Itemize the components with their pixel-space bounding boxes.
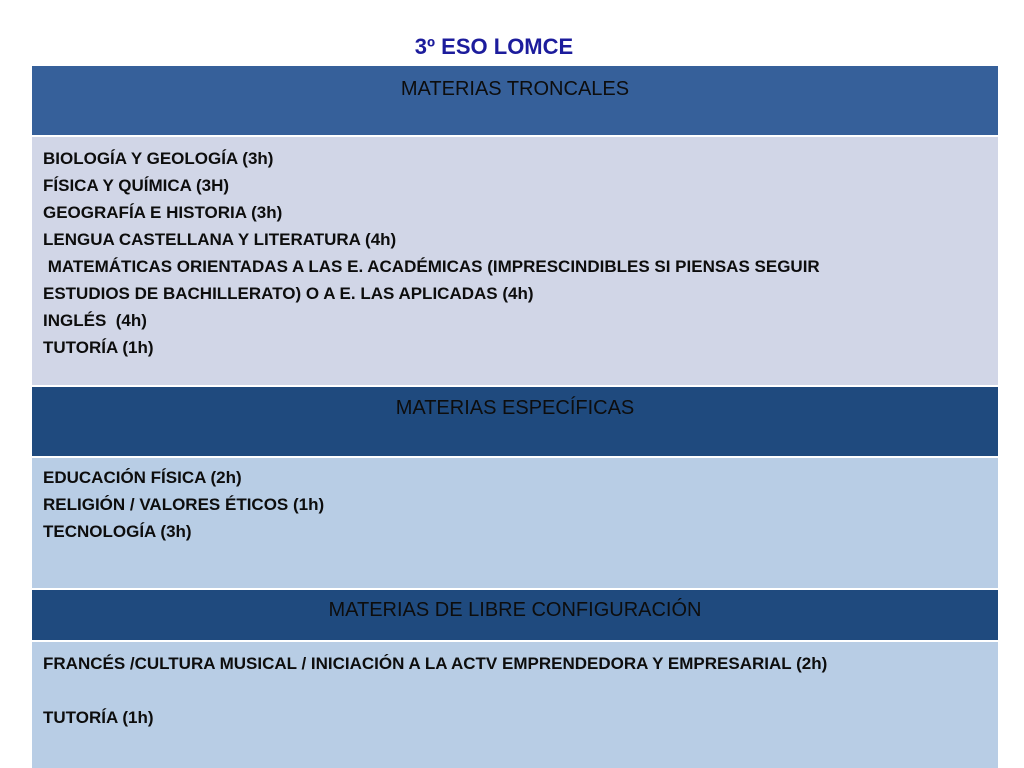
page-title: 3º ESO LOMCE [414, 34, 574, 59]
subject-line: BIOLOGÍA Y GEOLOGÍA (3h) [43, 149, 274, 168]
section-body-especificas [32, 458, 998, 590]
subject-line: EDUCACIÓN FÍSICA (2h) [43, 468, 242, 487]
subject-line: GEOGRAFÍA E HISTORIA (3h) [43, 203, 283, 222]
section-header-especificas: MATERIAS ESPECÍFICAS [32, 387, 998, 458]
section-header-libre-configuracion: MATERIAS DE LIBRE CONFIGURACIÓN [32, 590, 998, 642]
blank-line [43, 677, 998, 704]
subject-line: RELIGIÓN / VALORES ÉTICOS (1h) [43, 495, 325, 514]
section-header-troncales: MATERIAS TRONCALES [32, 66, 998, 137]
subject-line: MATEMÁTICAS ORIENTADAS A LAS E. ACADÉMICAS (IMPRESCINDIBLES SI PIENSAS SEGUIR [43, 257, 820, 276]
subjects-table [32, 66, 998, 768]
subject-line: TUTORÍA (1h) [43, 338, 154, 357]
section-body-libre-configuracion [32, 642, 998, 768]
subject-line: TECNOLOGÍA (3h) [43, 522, 192, 541]
subject-line: ESTUDIOS DE BACHILLERATO) O A E. LAS APLICADAS (4h) [43, 284, 534, 303]
subject-line: LENGUA CASTELLANA Y LITERATURA (4h) [43, 230, 397, 249]
subject-line: TUTORÍA (1h) [43, 708, 154, 727]
subject-line: FÍSICA Y QUÍMICA (3H) [43, 176, 230, 195]
subject-line: INGLÉS (4h) [43, 311, 147, 330]
subject-line: FRANCÉS /CULTURA MUSICAL / INICIACIÓN A LA ACTV EMPRENDEDORA Y EMPRESARIAL (2h) [43, 654, 828, 673]
section-body-troncales [32, 137, 998, 387]
